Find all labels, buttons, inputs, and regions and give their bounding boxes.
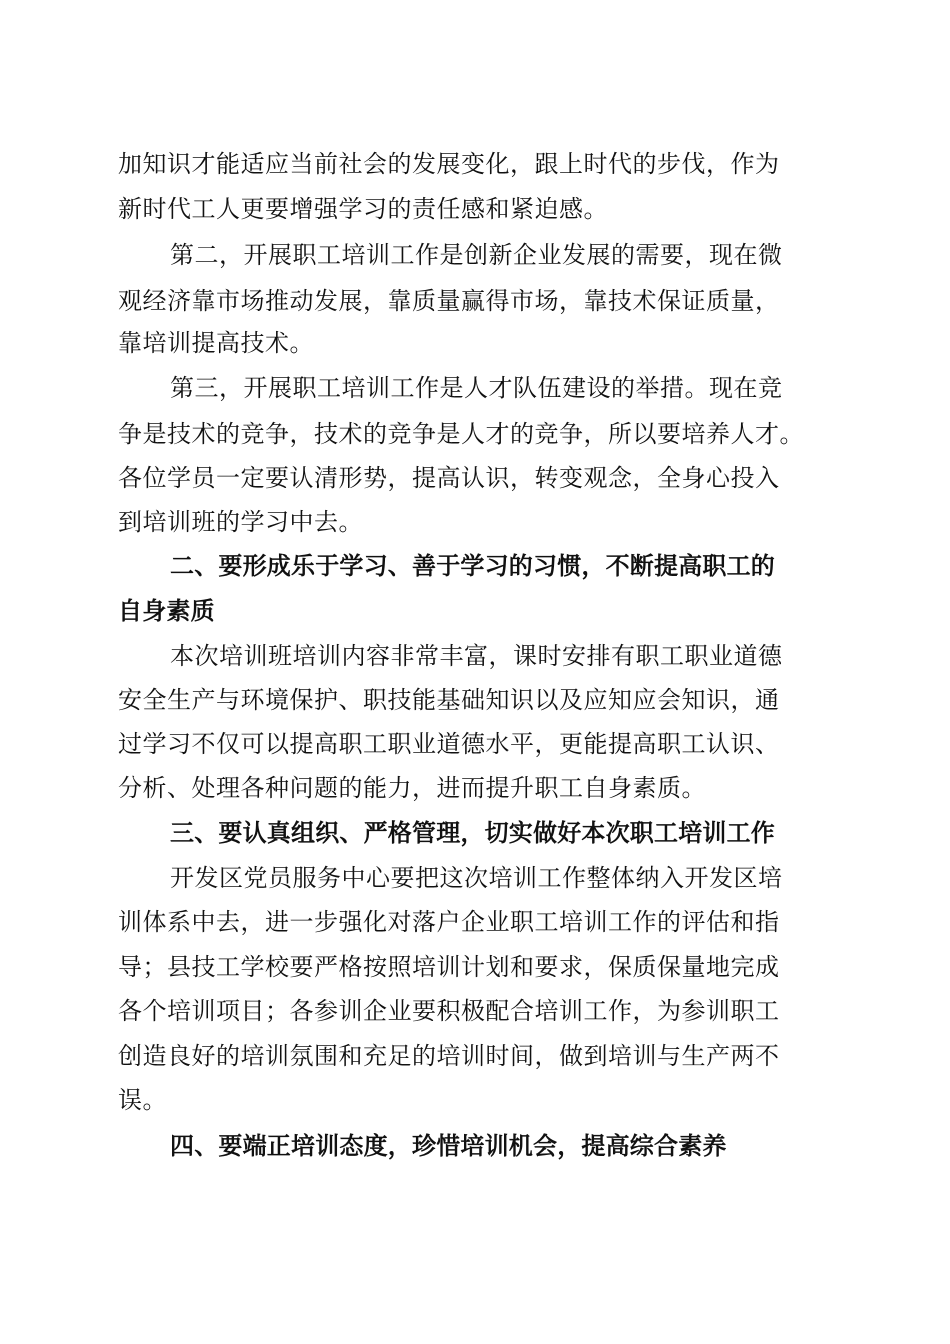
body-text-line: 各位学员一定要认清形势，提高认识，转变观念，全身心投入	[118, 464, 780, 492]
paragraph-organization: 开发区党员服务中心要把这次培训工作整体纳入开发区培	[170, 864, 783, 892]
paragraph-third-point: 第三，开展职工培训工作是人才队伍建设的举措。现在竞	[170, 374, 783, 402]
body-text-line: 创造良好的培训氛围和充足的培训时间，做到培训与生产两不	[118, 1042, 780, 1070]
paragraph-training-content: 本次培训班培训内容非常丰富，课时安排有职工职业道德	[170, 642, 783, 670]
body-text-line: 导；县技工学校要严格按照培训计划和要求，保质保量地完成	[118, 953, 780, 981]
body-text-line: 训体系中去，进一步强化对落户企业职工培训工作的评估和指	[118, 908, 780, 936]
body-text-line: 分析、处理各种问题的能力，进而提升职工自身素质。	[118, 774, 706, 802]
section-heading-4: 四、要端正培训态度，珍惜培训机会，提高综合素养	[170, 1132, 727, 1160]
section-heading-3: 三、要认真组织、严格管理，切实做好本次职工培训工作	[170, 819, 775, 847]
body-text-line: 新时代工人更要增强学习的责任感和紧迫感。	[118, 195, 608, 223]
body-text-line: 安全生产与环境保护、职技能基础知识以及应知应会知识，通	[118, 686, 780, 714]
body-text-line: 到培训班的学习中去。	[118, 508, 363, 536]
section-heading-2: 二、要形成乐于学习、善于学习的习惯，不断提高职工的	[170, 552, 775, 580]
body-text-line: 过学习不仅可以提高职工职业道德水平，更能提高职工认识、	[118, 730, 780, 758]
section-heading-2-continued: 自身素质	[118, 597, 215, 625]
body-text-line: 加知识才能适应当前社会的发展变化，跟上时代的步伐，作为	[118, 150, 780, 178]
body-text-line: 误。	[118, 1086, 167, 1114]
body-text-line: 争是技术的竞争，技术的竞争是人才的竞争，所以要培养人才。	[118, 420, 804, 448]
body-text-line: 靠培训提高技术。	[118, 329, 314, 357]
body-text-line: 各个培训项目；各参训企业要积极配合培训工作，为参训职工	[118, 997, 780, 1025]
paragraph-second-point: 第二，开展职工培训工作是创新企业发展的需要，现在微	[170, 241, 783, 269]
body-text-line: 观经济靠市场推动发展，靠质量赢得市场，靠技术保证质量，	[118, 287, 780, 315]
